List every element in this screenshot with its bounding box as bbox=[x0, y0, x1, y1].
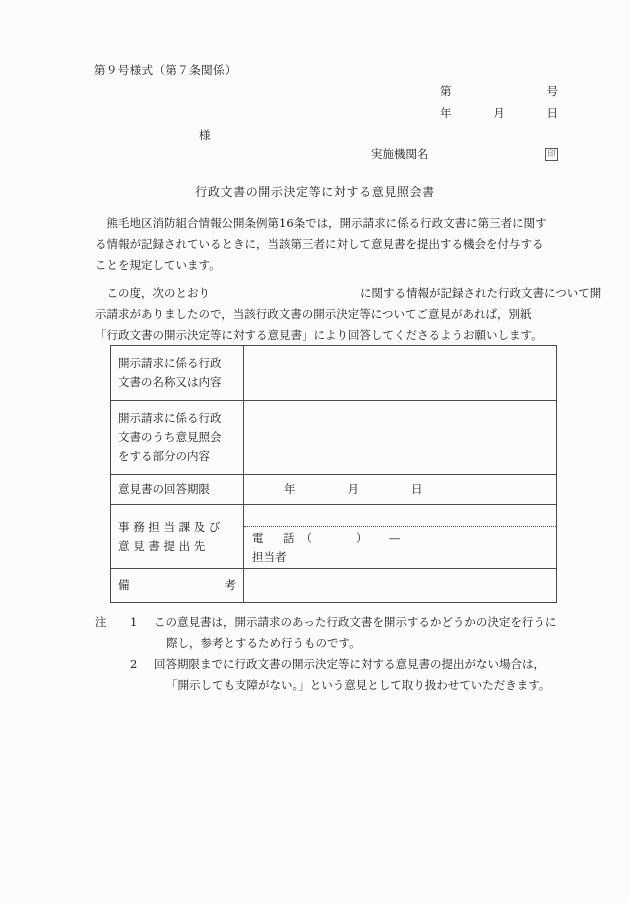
deadline-day-label: 日 bbox=[411, 482, 423, 496]
paragraph-intro-line: 熊毛地区消防組合情報公開条例第16条では，開示請求に係る行政文書に第三者に関す bbox=[95, 216, 547, 230]
label-line: をする部分の内容 bbox=[118, 449, 210, 463]
row-label-reply-deadline: 意見書の回答期限 bbox=[111, 475, 244, 505]
paragraph-intro-line: ことを規定しています。 bbox=[95, 258, 221, 272]
remarks-label-right: 考 bbox=[224, 578, 236, 592]
agency-row bbox=[371, 146, 558, 162]
document-number-label: 第 bbox=[440, 84, 452, 98]
telephone-paren-open: （ bbox=[300, 530, 312, 545]
row-label-contact-office bbox=[111, 505, 244, 569]
label-line: 意 見 書 提 出 先 bbox=[118, 538, 206, 553]
note-body bbox=[154, 654, 565, 696]
paragraph-request-line-1 bbox=[95, 283, 602, 304]
label-line: 開示請求に係る行政 bbox=[118, 356, 222, 370]
table-row-document-name bbox=[111, 346, 557, 401]
row-value-document-portion[interactable] bbox=[244, 401, 557, 475]
table-row-document-portion bbox=[111, 401, 557, 475]
row-label-document-name bbox=[111, 346, 244, 401]
note-item bbox=[95, 612, 565, 654]
row-value-reply-deadline[interactable] bbox=[244, 475, 557, 505]
table-row-contact-office bbox=[111, 505, 557, 569]
label-line: 事 務 担 当 課 及 び bbox=[118, 519, 221, 534]
paragraph-request-tail: に関する情報が記録された行政文書について開 bbox=[360, 286, 602, 300]
note-item bbox=[95, 654, 565, 696]
note-line: 回答期限までに行政文書の開示決定等に対する意見書の提出がない場合は， bbox=[154, 657, 545, 671]
paragraph-request-line: 「行政文書の開示決定等に対する意見書」により回答してくださるようお願いします。 bbox=[95, 328, 543, 342]
paragraph-intro bbox=[95, 213, 557, 276]
seal-icon: 印 bbox=[545, 148, 558, 161]
deadline-month-label: 月 bbox=[347, 482, 359, 496]
row-label-remarks bbox=[111, 569, 244, 603]
row-label-document-portion bbox=[111, 401, 244, 475]
notes-marker: 注 bbox=[95, 615, 107, 629]
telephone-dash: — bbox=[388, 530, 401, 545]
row-value-remarks[interactable] bbox=[244, 569, 557, 603]
table-row-reply-deadline bbox=[111, 475, 557, 505]
addressee-honorific: 様 bbox=[199, 128, 211, 142]
agency-name-label: 実施機関名 bbox=[371, 147, 429, 161]
document-number-unit: 号 bbox=[546, 84, 558, 98]
date-year-label: 年 bbox=[440, 106, 452, 120]
date-day-label: 日 bbox=[546, 106, 558, 120]
note-number: 1 bbox=[130, 615, 138, 629]
table-row-remarks bbox=[111, 569, 557, 603]
document-date-row bbox=[440, 105, 558, 121]
paragraph-intro-line: る情報が記録されているときに，当該第三者に対して意見書を提出する機会を付与する bbox=[95, 237, 544, 251]
label-line: 開示請求に係る行政 bbox=[118, 411, 222, 425]
telephone-line bbox=[252, 529, 548, 548]
paragraph-request-line: 示請求がありましたので，当該行政文書の開示決定等についてご意見があれば，別紙 bbox=[95, 307, 532, 321]
note-line: 際し，参考とするため行うものです。 bbox=[166, 636, 361, 650]
consultation-info-table bbox=[110, 345, 557, 603]
note-body bbox=[154, 612, 565, 654]
label-line: 文書のうち意見照会 bbox=[118, 430, 222, 444]
telephone-paren-close: ） bbox=[356, 530, 368, 545]
note-number: 2 bbox=[130, 657, 138, 671]
form-number: 第９号様式（第７条関係） bbox=[94, 63, 237, 77]
notes-section bbox=[95, 612, 565, 696]
paragraph-request bbox=[95, 283, 602, 346]
document-number-row bbox=[440, 83, 558, 99]
note-line: 「開示しても支障がない。」という意見として取り扱わせていただきます。 bbox=[166, 678, 551, 692]
label-line: 文書の名称又は内容 bbox=[118, 375, 222, 389]
note-line: この意見書は，開示請求のあった行政文書を開示するかどうかの決定を行うに bbox=[154, 615, 557, 629]
paragraph-request-lead: この度，次のとおり bbox=[95, 286, 210, 300]
telephone-label: 電 話 bbox=[252, 530, 299, 545]
page-title: 行政文書の開示決定等に対する意見照会書 bbox=[195, 185, 435, 199]
remarks-label-left: 備 bbox=[118, 578, 130, 592]
contact-office-name-blank[interactable] bbox=[244, 507, 556, 527]
row-value-contact-office[interactable] bbox=[244, 505, 557, 569]
contact-person-label: 担当者 bbox=[252, 549, 287, 564]
deadline-year-label: 年 bbox=[284, 482, 296, 496]
row-value-document-name[interactable] bbox=[244, 346, 557, 401]
date-month-label: 月 bbox=[493, 106, 505, 120]
